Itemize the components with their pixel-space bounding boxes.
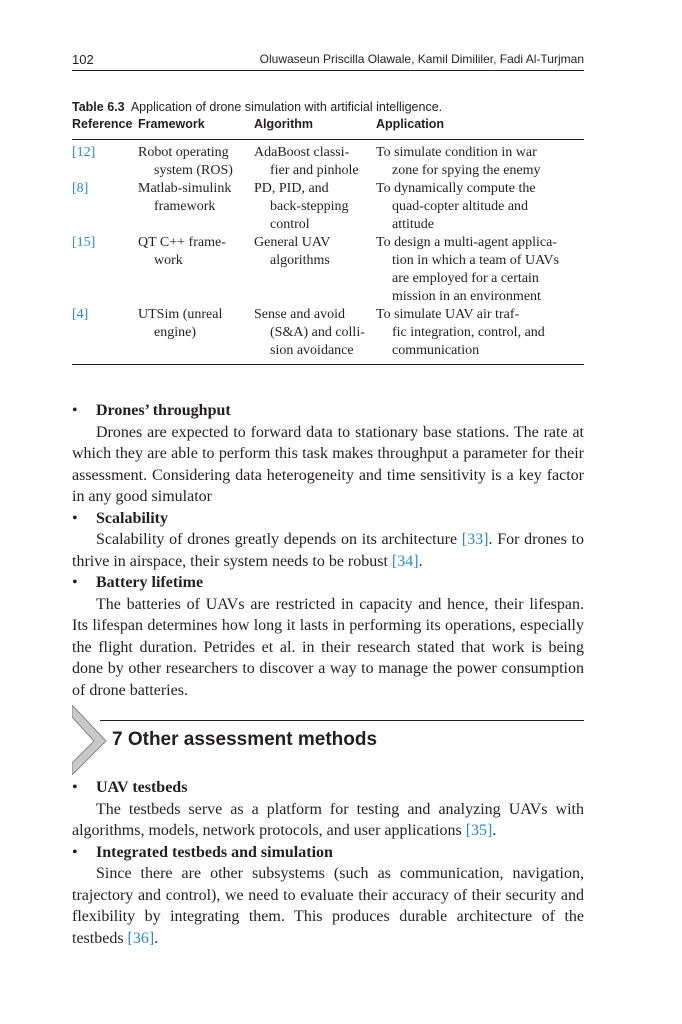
table-cell-line: Robot operating: [138, 145, 229, 160]
table-cell-line: To design a multi-agent applica-: [376, 235, 557, 250]
table-cell-line: Matlab-simulink: [138, 181, 232, 196]
table-cell-line: are employed for a certain: [392, 271, 539, 286]
table-cell-line: AdaBoost classi-: [254, 145, 350, 160]
citation-link[interactable]: [36]: [127, 929, 155, 947]
citation-link[interactable]: [34]: [391, 552, 419, 570]
running-head: [72, 52, 584, 71]
table-cell-line: communication: [392, 343, 480, 358]
table-cell-line: General UAV: [254, 235, 331, 250]
table-cell-line: QT C++ frame-: [138, 235, 226, 250]
table-cell-framework: [138, 144, 250, 180]
page-number: 102: [72, 52, 94, 67]
table-cell-reference-link[interactable]: [8]: [72, 181, 89, 196]
paragraph-text: Since there are other subsystems (such as communication, navigation, trajectory and control), we need to evaluate their accuracy of their security and flexibility by integrating them. This produces durable architecture of the testbeds: [72, 865, 584, 947]
paragraph-text: .: [418, 552, 423, 570]
paragraph-text: . For drones to thrive in airspace, their system needs to be robust: [72, 531, 584, 570]
bullet-heading: [72, 842, 584, 864]
table-cell-line: work: [154, 253, 183, 268]
table-cell-reference-link[interactable]: [4]: [72, 307, 89, 322]
bullet-heading-text: Integrated testbeds and simulation: [96, 843, 333, 861]
table-row: [72, 180, 584, 234]
paragraph-text: Drones are expected to forward data to stationary base stations. The rate at which they are able to perform this task makes throughput a parameter for their assessment. Considering data heterogeneity and time sensitivity is a key factor in any good simulator: [72, 423, 584, 505]
table-cell-line: To simulate condition in war: [376, 145, 537, 160]
table-cell-line: UTSim (unreal: [138, 307, 223, 322]
paragraph-text: Scalability of drones greatly depends on its architecture: [96, 531, 462, 548]
running-head-authors: Oluwaseun Priscilla Olawale, Kamil Dimililer, Fadi Al-Turjman: [259, 52, 584, 66]
section-7-heading-block: [72, 705, 584, 775]
table-cell-framework: [138, 180, 250, 216]
bullet-dot-icon: •: [72, 402, 78, 419]
table-cell-reference-link[interactable]: [12]: [72, 145, 96, 160]
table-cell-line: system (ROS): [154, 163, 233, 178]
table-row: [72, 306, 584, 360]
col-header-reference: Reference: [72, 117, 133, 131]
table-caption-text: Application of drone simulation with artificial intelligence.: [130, 100, 443, 114]
table-header: [72, 117, 584, 140]
table-cell-line: engine): [154, 325, 196, 340]
paragraph-text: The batteries of UAVs are restricted in capacity and hence, their lifespan. Its lifespan determines how long it lasts in performing its operations, especially the flight duration. Petrides et al. in their research stated that work is being done by other researchers to discover a way to manage the power consumption of drone batteries.: [72, 595, 584, 699]
paragraph: [72, 594, 584, 702]
table-cell-line: To simulate UAV air traf-: [376, 307, 520, 322]
table-cell-line: PD, PID, and: [254, 181, 329, 196]
bullet-dot-icon: •: [72, 843, 78, 861]
body-text-b: [72, 777, 584, 949]
table-cell-line: sion avoidance: [270, 343, 354, 358]
col-header-algorithm: Algorithm: [254, 117, 314, 131]
bullet-heading-text: UAV testbeds: [96, 779, 188, 796]
table-cell-application: [376, 306, 586, 360]
table-cell-application: [376, 144, 586, 180]
section-title: 7 Other assessment methods: [112, 729, 378, 750]
table-body: [72, 144, 584, 365]
table-cell-line: control: [270, 217, 310, 232]
table-row: [72, 234, 584, 306]
table-cell-line: fier and pinhole: [270, 163, 359, 178]
citation-link[interactable]: [33]: [461, 531, 489, 548]
table-cell-line: algorithms: [270, 253, 330, 268]
bullet-dot-icon: •: [72, 574, 78, 591]
paragraph: [72, 529, 584, 572]
section-rule: [100, 720, 584, 721]
bullet-heading: [72, 508, 584, 530]
paragraph-text: .: [154, 929, 159, 947]
bullet-heading-text: Battery lifetime: [96, 574, 204, 591]
table-cell-line: back-stepping: [270, 199, 349, 214]
paragraph: [72, 863, 584, 949]
bullet-dot-icon: •: [72, 509, 78, 527]
bullet-heading: [72, 777, 584, 799]
table-cell-algorithm: [254, 234, 372, 270]
chevron-arrow-icon: [72, 705, 112, 775]
bullet-heading: [72, 400, 584, 422]
paragraph-text: The testbeds serve as a platform for testing and analyzing UAVs with algorithms, models, network protocols, and user applications: [72, 800, 584, 839]
bullet-dot-icon: •: [72, 779, 78, 796]
table-caption: [72, 100, 584, 114]
table-cell-application: [376, 234, 586, 306]
table-cell-line: fic integration, control, and: [392, 325, 545, 340]
citation-link[interactable]: [35]: [465, 822, 493, 839]
col-header-application: Application: [376, 117, 445, 131]
table-cell-line: attitude: [392, 217, 434, 232]
table-cell-line: quad-copter altitude and: [392, 199, 529, 214]
paragraph: [72, 422, 584, 508]
paragraph: [72, 799, 584, 842]
table-label: Table 6.3: [72, 100, 125, 114]
table-cell-line: (S&A) and colli-: [270, 325, 365, 340]
table-cell-framework: [138, 234, 250, 270]
table-cell-line: Sense and avoid: [254, 307, 345, 322]
table-cell-line: framework: [154, 199, 216, 214]
bullet-heading-text: Drones’ throughput: [96, 402, 231, 419]
table-cell-application: [376, 180, 586, 234]
col-header-framework: Framework: [138, 117, 205, 131]
table-cell-algorithm: [254, 180, 372, 234]
table-cell-line: To dynamically compute the: [376, 181, 536, 196]
table-cell-algorithm: [254, 306, 372, 360]
table-row: [72, 144, 584, 180]
table-cell-algorithm: [254, 144, 372, 180]
paragraph-text: .: [492, 822, 497, 839]
table-cell-reference-link[interactable]: [15]: [72, 235, 96, 250]
table-cell-framework: [138, 306, 250, 342]
table-cell-line: zone for spying the enemy: [392, 163, 541, 178]
body-text-a: [72, 400, 584, 701]
bullet-heading: [72, 572, 584, 594]
bullet-heading-text: Scalability: [96, 509, 169, 527]
table-cell-line: tion in which a team of UAVs: [392, 253, 559, 268]
table-cell-line: mission in an environment: [392, 289, 541, 304]
